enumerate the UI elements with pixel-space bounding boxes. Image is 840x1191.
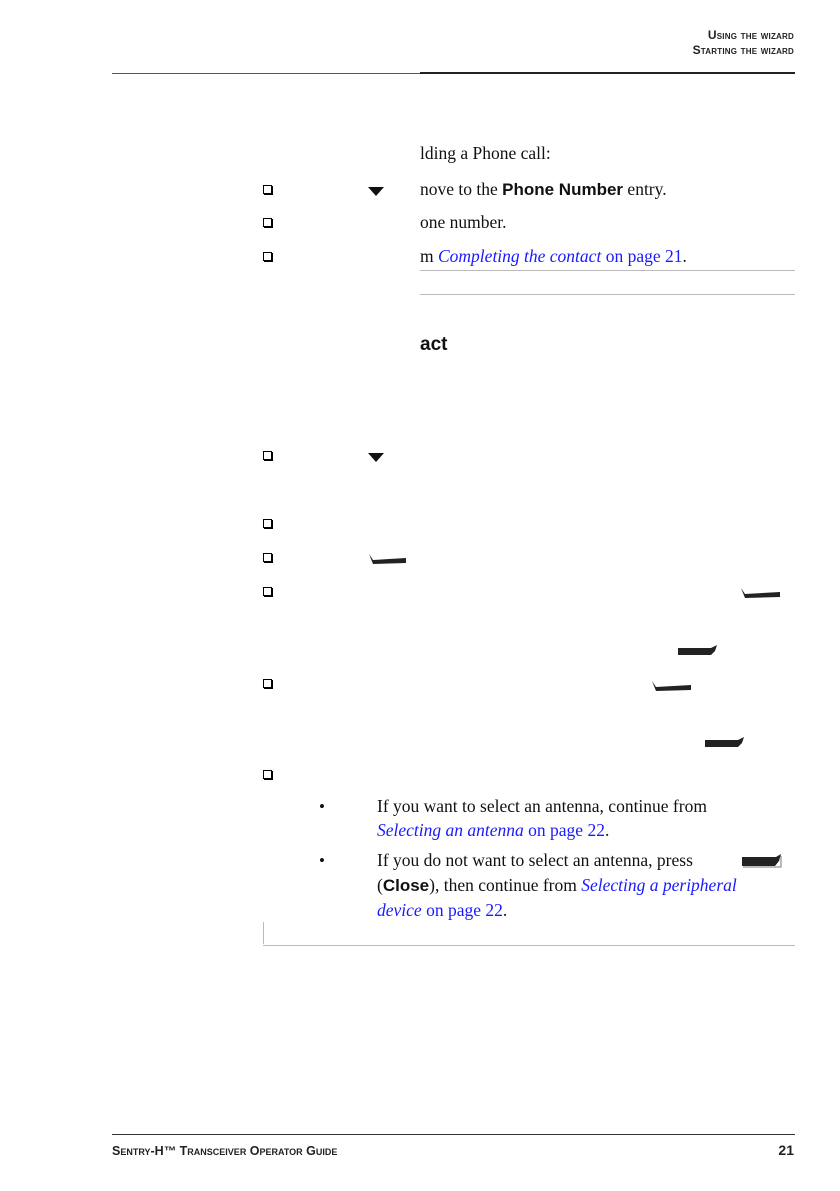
checkbox-icon xyxy=(263,553,272,562)
softkey-icon xyxy=(677,645,719,659)
checkbox-icon xyxy=(263,770,272,779)
bullet2-mid: ), then continue from xyxy=(429,875,582,895)
footer-rule xyxy=(112,1134,795,1135)
selecting-peripheral-link[interactable]: Selecting a peripheral xyxy=(581,875,737,895)
phone-number-label: Phone Number xyxy=(502,180,624,199)
checkbox-icon xyxy=(263,519,272,528)
footer-title: Sentry-H™ Transceiver Operator Guide xyxy=(112,1144,338,1158)
step-enter-number: one number. xyxy=(420,212,507,232)
softkey-icon xyxy=(651,679,693,693)
table-rule-vertical xyxy=(263,922,264,944)
table-rule xyxy=(420,294,795,295)
running-header-chapter: Using the wizard xyxy=(707,28,794,42)
checkbox-icon xyxy=(263,451,272,460)
selecting-peripheral-link-cont[interactable]: device xyxy=(377,900,422,920)
page-number: 21 xyxy=(778,1142,794,1158)
close-label: Close xyxy=(382,876,430,895)
header-rule-thick xyxy=(420,72,795,74)
step-phone-number xyxy=(420,179,667,200)
down-arrow-icon xyxy=(368,453,384,462)
completing-contact-link[interactable]: Completing the contact xyxy=(438,246,602,266)
step-continue xyxy=(420,246,687,267)
phone-intro-text: lding a Phone call: xyxy=(420,143,551,163)
bullet1-link-line xyxy=(377,820,609,841)
table-rule-bottom xyxy=(263,945,795,946)
bullet2-line2 xyxy=(377,875,737,896)
bullet2-line3 xyxy=(377,900,507,921)
running-header-section: Starting the wizard xyxy=(692,43,794,57)
softkey-icon xyxy=(368,552,408,566)
step3-end: . xyxy=(682,246,687,266)
selecting-antenna-link[interactable]: Selecting an antenna xyxy=(377,820,524,840)
bullet2-end: . xyxy=(502,900,508,920)
completing-contact-page-link[interactable]: on page 21 xyxy=(601,246,683,266)
bullet1-end: . xyxy=(604,820,610,840)
header-rule-thin xyxy=(112,73,420,74)
step1-text-end: entry. xyxy=(623,179,667,199)
step3-text: m xyxy=(420,246,438,266)
bullet-mark: • xyxy=(319,797,325,816)
selecting-peripheral-page-link[interactable]: on page 22 xyxy=(421,900,503,920)
checkbox-icon xyxy=(263,679,272,688)
bullet2-text: If you do not want to select an antenna, press xyxy=(377,850,693,870)
table-rule xyxy=(420,270,795,271)
softkey-icon xyxy=(740,586,782,600)
paren-open: ( xyxy=(377,875,383,895)
down-arrow-icon xyxy=(368,187,384,196)
bullet1-text: If you want to select an antenna, continue from xyxy=(377,796,707,816)
checkbox-icon xyxy=(263,185,272,194)
step1-text: nove to the xyxy=(420,179,503,199)
checkbox-icon xyxy=(263,252,272,261)
checkbox-icon xyxy=(263,218,272,227)
softkey-icon xyxy=(741,854,783,870)
selecting-antenna-page-link[interactable]: on page 22 xyxy=(523,820,605,840)
section-heading-fragment: act xyxy=(420,334,448,355)
softkey-icon xyxy=(704,737,746,751)
bullet-mark: • xyxy=(319,851,325,870)
checkbox-icon xyxy=(263,587,272,596)
